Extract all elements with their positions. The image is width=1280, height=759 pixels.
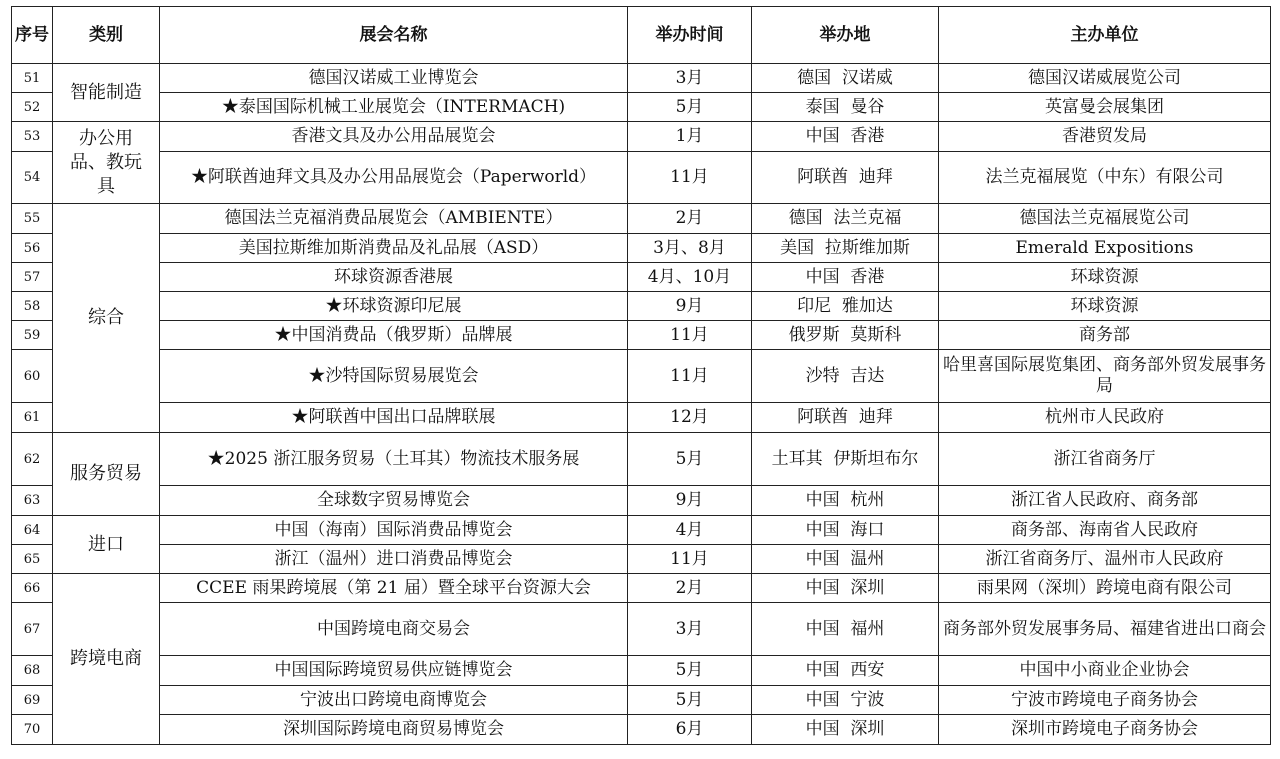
expo-name: 全球数字贸易博览会 <box>160 486 628 516</box>
expo-time: 11月 <box>628 152 752 204</box>
expo-place: 中国 深圳 <box>752 574 939 603</box>
table-row <box>12 403 1271 433</box>
expo-name: ★2025 浙江服务贸易（土耳其）物流技术服务展 <box>160 433 628 486</box>
expo-organizer: 德国法兰克福展览公司 <box>939 204 1271 234</box>
header-row <box>12 7 1271 64</box>
expo-organizer: 中国中小商业企业协会 <box>939 656 1271 686</box>
row-num: 66 <box>12 574 53 603</box>
expo-place: 中国 福州 <box>752 603 939 656</box>
expo-time: 11月 <box>628 350 752 403</box>
category-cell: 进口 <box>53 516 160 574</box>
table-row <box>12 234 1271 263</box>
table-row <box>12 292 1271 321</box>
table-row <box>12 516 1271 545</box>
table-row <box>12 122 1271 152</box>
row-num: 69 <box>12 686 53 715</box>
expo-name: 中国国际跨境贸易供应链博览会 <box>160 656 628 686</box>
expo-name: ★环球资源印尼展 <box>160 292 628 321</box>
row-num: 67 <box>12 603 53 656</box>
expo-place: 德国 汉诺威 <box>752 64 939 93</box>
expo-organizer: 浙江省人民政府、商务部 <box>939 486 1271 516</box>
expo-name: 德国汉诺威工业博览会 <box>160 64 628 93</box>
header-organizer: 主办单位 <box>939 7 1271 64</box>
expo-name: 深圳国际跨境电商贸易博览会 <box>160 715 628 745</box>
expo-time: 11月 <box>628 545 752 574</box>
table-row <box>12 486 1271 516</box>
expo-time: 3月 <box>628 603 752 656</box>
expo-place: 德国 法兰克福 <box>752 204 939 234</box>
expo-place: 俄罗斯 莫斯科 <box>752 321 939 350</box>
expo-time: 5月 <box>628 686 752 715</box>
expo-organizer: 德国汉诺威展览公司 <box>939 64 1271 93</box>
row-num: 55 <box>12 204 53 234</box>
expo-time: 3月、8月 <box>628 234 752 263</box>
table-row <box>12 263 1271 292</box>
table-row <box>12 574 1271 603</box>
expo-name: ★阿联酋中国出口品牌联展 <box>160 403 628 433</box>
expo-name: CCEE 雨果跨境展（第 21 届）暨全球平台资源大会 <box>160 574 628 603</box>
expo-organizer: 商务部外贸发展事务局、福建省进出口商会 <box>939 603 1271 656</box>
expo-place: 阿联酋 迪拜 <box>752 403 939 433</box>
category-cell: 综合 <box>53 204 160 433</box>
expo-name: ★中国消费品（俄罗斯）品牌展 <box>160 321 628 350</box>
expo-time: 3月 <box>628 64 752 93</box>
expo-organizer: 雨果网（深圳）跨境电商有限公司 <box>939 574 1271 603</box>
expo-place: 中国 杭州 <box>752 486 939 516</box>
row-num: 65 <box>12 545 53 574</box>
table-row <box>12 545 1271 574</box>
expo-place: 中国 香港 <box>752 263 939 292</box>
expo-time: 1月 <box>628 122 752 152</box>
row-num: 64 <box>12 516 53 545</box>
row-num: 61 <box>12 403 53 433</box>
expo-name: 中国（海南）国际消费品博览会 <box>160 516 628 545</box>
expo-place: 中国 温州 <box>752 545 939 574</box>
expo-organizer: 哈里喜国际展览集团、商务部外贸发展事务局 <box>939 350 1271 403</box>
expo-time: 11月 <box>628 321 752 350</box>
expo-time: 12月 <box>628 403 752 433</box>
row-num: 68 <box>12 656 53 686</box>
table-row <box>12 686 1271 715</box>
expo-organizer: 环球资源 <box>939 292 1271 321</box>
expo-time: 2月 <box>628 204 752 234</box>
row-num: 58 <box>12 292 53 321</box>
expo-time: 5月 <box>628 433 752 486</box>
table-row <box>12 64 1271 93</box>
expo-time: 9月 <box>628 292 752 321</box>
expo-name: ★阿联酋迪拜文具及办公用品展览会（Paperworld） <box>160 152 628 204</box>
table-row <box>12 321 1271 350</box>
expo-name: 香港文具及办公用品展览会 <box>160 122 628 152</box>
category-cell: 服务贸易 <box>53 433 160 516</box>
expo-place: 中国 深圳 <box>752 715 939 745</box>
table-row <box>12 93 1271 122</box>
header-category: 类别 <box>53 7 160 64</box>
expo-place: 中国 海口 <box>752 516 939 545</box>
header-time: 举办时间 <box>628 7 752 64</box>
category-cell: 办公用品、教玩具 <box>53 122 160 204</box>
expo-name: 环球资源香港展 <box>160 263 628 292</box>
exhibition-table <box>11 6 1271 745</box>
expo-name: ★沙特国际贸易展览会 <box>160 350 628 403</box>
expo-name: 中国跨境电商交易会 <box>160 603 628 656</box>
expo-name: 浙江（温州）进口消费品博览会 <box>160 545 628 574</box>
row-num: 52 <box>12 93 53 122</box>
row-num: 59 <box>12 321 53 350</box>
expo-place: 沙特 吉达 <box>752 350 939 403</box>
expo-time: 2月 <box>628 574 752 603</box>
expo-name: 宁波出口跨境电商博览会 <box>160 686 628 715</box>
expo-time: 5月 <box>628 93 752 122</box>
expo-name: ★泰国国际机械工业展览会（INTERMACH) <box>160 93 628 122</box>
category-cell: 智能制造 <box>53 64 160 122</box>
expo-organizer: 商务部、海南省人民政府 <box>939 516 1271 545</box>
expo-organizer: 深圳市跨境电子商务协会 <box>939 715 1271 745</box>
expo-place: 阿联酋 迪拜 <box>752 152 939 204</box>
expo-organizer: 宁波市跨境电子商务协会 <box>939 686 1271 715</box>
category-cell: 跨境电商 <box>53 574 160 745</box>
table-row <box>12 603 1271 656</box>
row-num: 53 <box>12 122 53 152</box>
row-num: 60 <box>12 350 53 403</box>
row-num: 63 <box>12 486 53 516</box>
expo-place: 美国 拉斯维加斯 <box>752 234 939 263</box>
header-place: 举办地 <box>752 7 939 64</box>
row-num: 54 <box>12 152 53 204</box>
table-row <box>12 152 1271 204</box>
table-row <box>12 204 1271 234</box>
expo-place: 中国 西安 <box>752 656 939 686</box>
expo-place: 泰国 曼谷 <box>752 93 939 122</box>
table-row <box>12 656 1271 686</box>
table-row <box>12 715 1271 745</box>
header-name: 展会名称 <box>160 7 628 64</box>
row-num: 56 <box>12 234 53 263</box>
expo-time: 4月 <box>628 516 752 545</box>
header-num: 序号 <box>12 7 53 64</box>
expo-organizer: 杭州市人民政府 <box>939 403 1271 433</box>
expo-name: 德国法兰克福消费品展览会（AMBIENTE） <box>160 204 628 234</box>
expo-organizer: 香港贸发局 <box>939 122 1271 152</box>
expo-organizer: 浙江省商务厅 <box>939 433 1271 486</box>
expo-time: 9月 <box>628 486 752 516</box>
row-num: 57 <box>12 263 53 292</box>
expo-organizer: Emerald Expositions <box>939 234 1271 263</box>
expo-organizer: 法兰克福展览（中东）有限公司 <box>939 152 1271 204</box>
table-row <box>12 350 1271 403</box>
expo-time: 5月 <box>628 656 752 686</box>
expo-place: 中国 香港 <box>752 122 939 152</box>
row-num: 70 <box>12 715 53 745</box>
expo-organizer: 商务部 <box>939 321 1271 350</box>
row-num: 51 <box>12 64 53 93</box>
expo-time: 6月 <box>628 715 752 745</box>
expo-organizer: 英富曼会展集团 <box>939 93 1271 122</box>
row-num: 62 <box>12 433 53 486</box>
expo-place: 印尼 雅加达 <box>752 292 939 321</box>
expo-organizer: 环球资源 <box>939 263 1271 292</box>
expo-place: 中国 宁波 <box>752 686 939 715</box>
expo-place: 土耳其 伊斯坦布尔 <box>752 433 939 486</box>
table-row <box>12 433 1271 486</box>
expo-time: 4月、10月 <box>628 263 752 292</box>
expo-organizer: 浙江省商务厅、温州市人民政府 <box>939 545 1271 574</box>
expo-name: 美国拉斯维加斯消费品及礼品展（ASD） <box>160 234 628 263</box>
